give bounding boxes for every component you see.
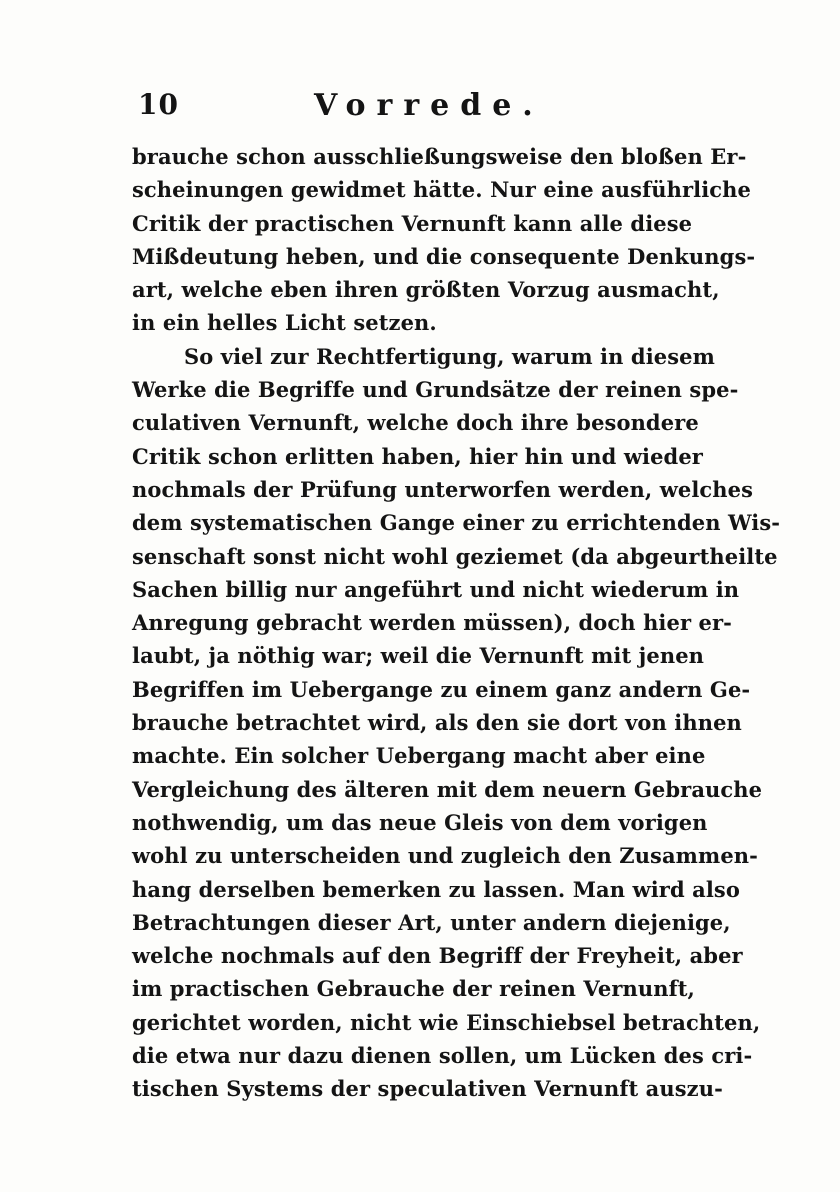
text-line: Critik der practischen Vernunft kann alle diese xyxy=(132,210,693,236)
page-header xyxy=(134,88,664,128)
text-line: Werke die Begriffe und Grundsätze der reinen spe- xyxy=(132,377,739,403)
text-line: brauche schon ausschließungsweise den bloßen Er- xyxy=(132,144,747,169)
page-number: 10 xyxy=(138,88,179,121)
text-line: So viel zur Rechtfertigung, warum in diesem xyxy=(184,343,715,369)
text-line: art, welche eben ihren größten Vorzug ausmacht, xyxy=(132,277,720,303)
text-line: in ein helles Licht setzen. xyxy=(132,310,437,336)
text-line: hang derselben bemerken zu lassen. Man wird also xyxy=(132,876,740,902)
text-line: dem systematischen Gange einer zu errichtenden Wis- xyxy=(132,510,781,536)
text-line: Anregung gebracht werden müssen), doch hier er- xyxy=(132,610,732,636)
body-text xyxy=(132,140,781,1106)
text-line: laubt, ja nöthig war; weil die Vernunft mit jenen xyxy=(132,643,705,669)
text-line: die etwa nur dazu dienen sollen, um Lücken des cri- xyxy=(132,1043,753,1069)
text-line: brauche betrachtet wird, als den sie dort von ihnen xyxy=(132,710,742,736)
running-title: Vorrede. xyxy=(314,88,544,123)
text-line: machte. Ein solcher Uebergang macht aber eine xyxy=(132,743,706,769)
text-line: senschaft sonst nicht wohl geziemet (da abgeurtheilte xyxy=(132,543,778,569)
text-line: Betrachtungen dieser Art, unter andern diejenige, xyxy=(132,909,731,935)
text-line: Begriffen im Uebergange zu einem ganz andern Ge- xyxy=(132,676,751,702)
text-line: Mißdeutung heben, und die consequente Denkungs- xyxy=(132,243,756,269)
text-line: wohl zu unterscheiden und zugleich den Zusammen- xyxy=(132,843,758,869)
text-line: Sachen billig nur angeführt und nicht wiederum in xyxy=(132,576,740,602)
text-line: welche nochmals auf den Begriff der Freyheit, aber xyxy=(132,943,743,969)
text-line: im practischen Gebrauche der reinen Vernunft, xyxy=(132,976,695,1002)
text-line: nothwendig, um das neue Gleis von dem vorigen xyxy=(132,809,708,835)
text-line: Critik schon erlitten haben, hier hin und wieder xyxy=(132,443,703,469)
text-line: tischen Systems der speculativen Vernunft auszu- xyxy=(132,1076,723,1102)
text-line: scheinungen gewidmet hätte. Nur eine ausführliche xyxy=(132,177,751,203)
text-line: gerichtet worden, nicht wie Einschiebsel betrachten, xyxy=(132,1009,761,1035)
text-line: Vergleichung des älteren mit dem neuern Gebrauche xyxy=(132,776,763,802)
text-line: culativen Vernunft, welche doch ihre besondere xyxy=(132,410,699,436)
text-line: nochmals der Prüfung unterworfen werden, welches xyxy=(132,476,754,502)
